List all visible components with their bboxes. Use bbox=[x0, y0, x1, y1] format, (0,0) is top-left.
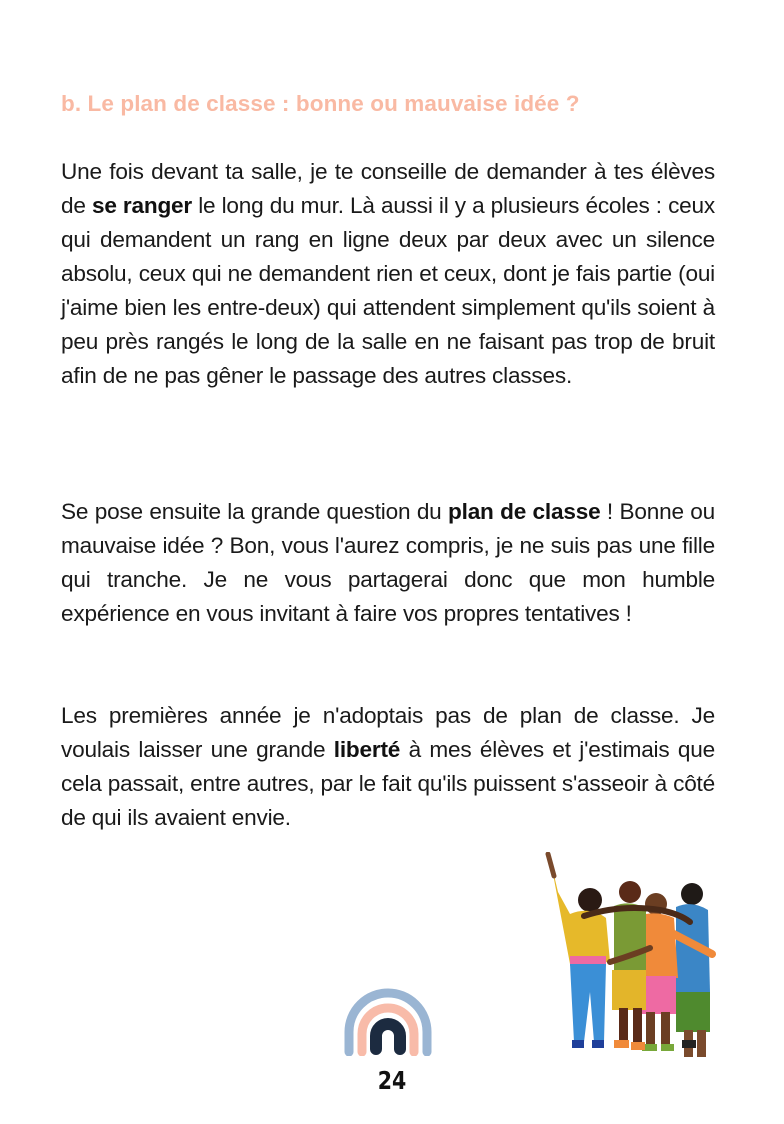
paragraph-text: Une fois devant ta salle, je te conseille de demander à tes élèves de bbox=[61, 159, 715, 218]
bold-emphasis: liberté bbox=[333, 737, 401, 762]
section-heading: b. Le plan de classe : bonne ou mauvaise idée ? bbox=[61, 91, 580, 116]
bold-emphasis: se ranger bbox=[91, 193, 193, 218]
paragraph-text: Les premières année je n'adoptais pas de plan de classe. Je voulais laisser une grande bbox=[61, 703, 715, 762]
paragraph-text: ! Bonne ou mauvaise idée ? Bon, vous l'aurez compris, je ne suis pas une fille qui tranche. Je ne vous partagerai donc que mon humble expérience en vous invitant à faire vos propres tentatives ! bbox=[61, 499, 715, 626]
paragraph-first-years bbox=[61, 699, 715, 835]
page-number: 24 bbox=[377, 1066, 407, 1095]
paragraph-seating-plan bbox=[61, 495, 715, 631]
paragraph-text: à mes élèves et j'estimais que cela passait, entre autres, par le fait qu'ils puissent s'asseoir à côté de qui ils avaient envie. bbox=[61, 737, 715, 830]
paragraph-text: Se pose ensuite la grande question du bbox=[61, 499, 449, 524]
bold-emphasis: plan de classe bbox=[448, 499, 601, 524]
paragraph-lining-up bbox=[61, 155, 715, 393]
paragraph-text: le long du mur. Là aussi il y a plusieurs écoles : ceux qui demandent un rang en ligne deux par deux avec un silence absolu, ceux qui ne demandent rien et ceux, dont je fais partie (oui j'aime bien les entre-deux) qui attendent simplement qu'ils soient à peu près rangés le long de la salle en ne faisant pas trop de bruit afin de ne pas gêner le passage des autres classes. bbox=[61, 193, 715, 388]
rainbow-icon bbox=[342, 986, 434, 1056]
group-of-friends-illustration bbox=[540, 852, 725, 1057]
